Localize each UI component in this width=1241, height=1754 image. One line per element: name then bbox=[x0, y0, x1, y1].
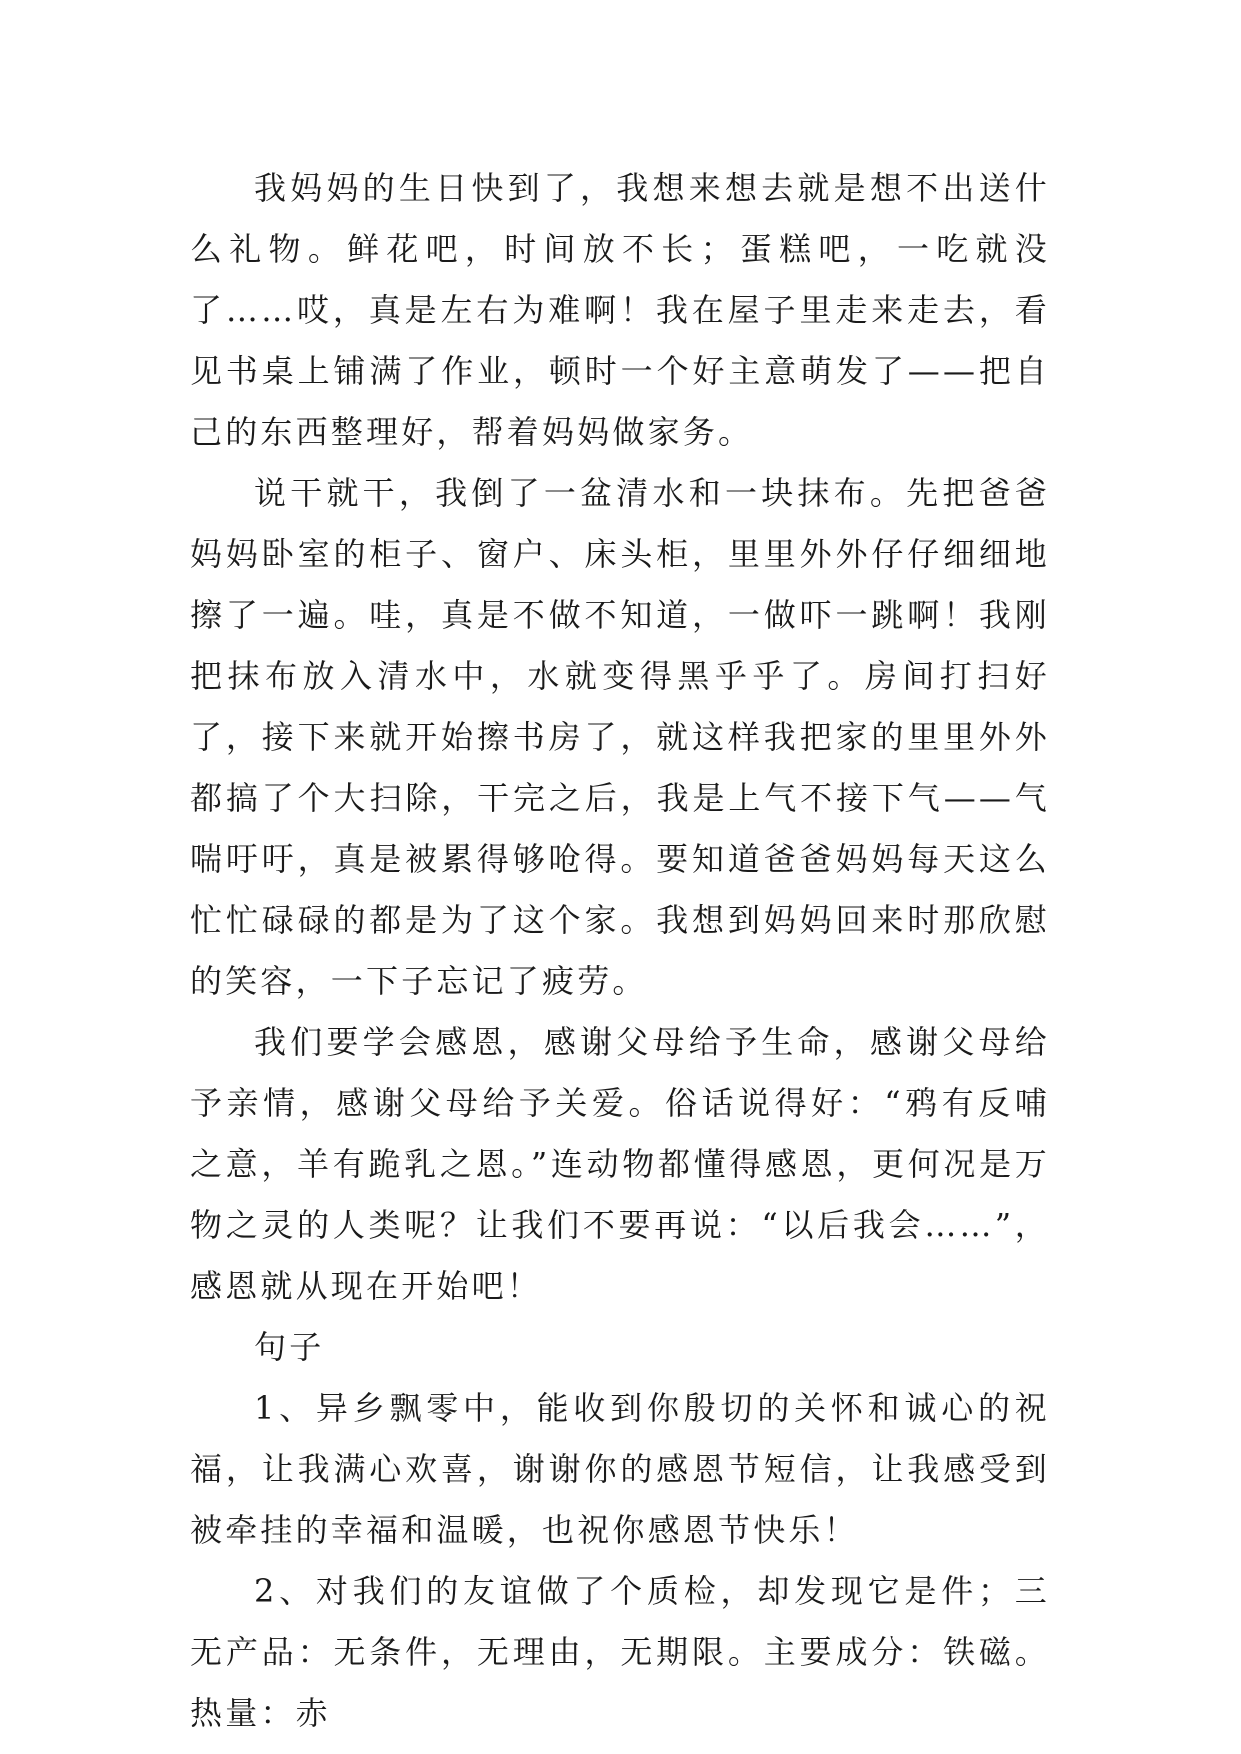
sentence-item-1: 1、异乡飘零中，能收到你殷切的关怀和诚心的祝福，让我满心欢喜，谢谢你的感恩节短信，让我感受到被牵挂的幸福和温暖，也祝你感恩节快乐！ bbox=[190, 1389, 1050, 1549]
document-body bbox=[190, 158, 1050, 1744]
paragraph-birthday-gift: 我妈妈的生日快到了，我想来想去就是想不出送什么礼物。鲜花吧，时间放不长；蛋糕吧，一吃就没了……哎，真是左右为难啊！我在屋子里走来走去，看见书桌上铺满了作业，顿时一个好主意萌发了——把自己的东西整理好，帮着妈妈做家务。 bbox=[190, 169, 1050, 451]
paragraph-gratitude: 我们要学会感恩，感谢父母给予生命，感谢父母给予亲情，感谢父母给予关爱。俗话说得好：“鸦有反哺之意，羊有跪乳之恩。”连动物都懂得感恩，更何况是万物之灵的人类呢？让我们不要再说：“以后我会……”，感恩就从现在开始吧！ bbox=[190, 1023, 1050, 1305]
section-heading-sentences: 句子 bbox=[254, 1328, 325, 1366]
paragraph-cleaning: 说干就干，我倒了一盆清水和一块抹布。先把爸爸妈妈卧室的柜子、窗户、床头柜，里里外外仔仔细细地擦了一遍。哇，真是不做不知道，一做吓一跳啊！我刚把抹布放入清水中，水就变得黑乎乎了。房间打扫好了，接下来就开始擦书房了，就这样我把家的里里外外都搞了个大扫除，干完之后，我是上气不接下气——气喘吁吁，真是被累得够呛得。要知道爸爸妈妈每天这么忙忙碌碌的都是为了这个家。我想到妈妈回来时那欣慰的笑容，一下子忘记了疲劳。 bbox=[190, 474, 1050, 1000]
sentence-item-2: 2、对我们的友谊做了个质检，却发现它是件；三无产品：无条件，无理由，无期限。主要成分：铁磁。热量：赤 bbox=[190, 1572, 1050, 1732]
